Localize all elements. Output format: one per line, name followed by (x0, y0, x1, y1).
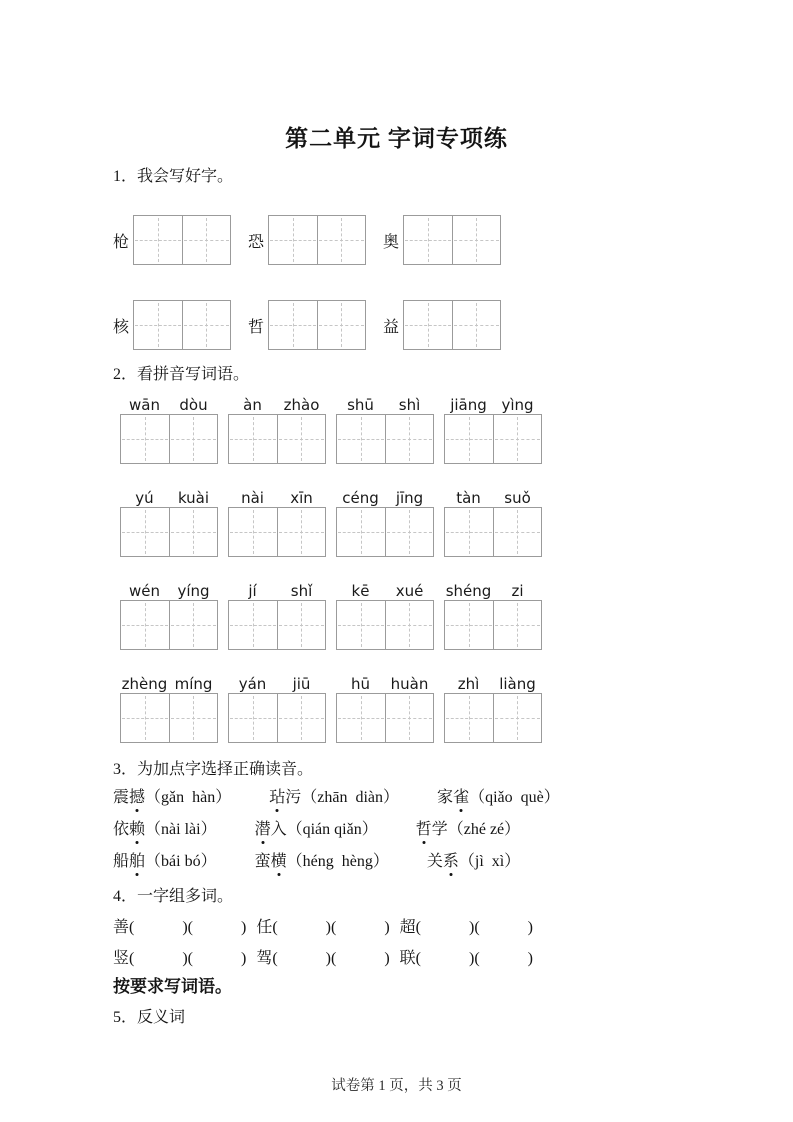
pinyin-syllable: jí (248, 582, 257, 600)
pinyin-syllable: xué (395, 582, 424, 600)
pinyin-labels (336, 583, 434, 599)
writing-grid (228, 507, 326, 557)
pinyin-labels (444, 397, 542, 413)
pinyin-syllable: liàng (499, 675, 536, 693)
writing-grid (444, 693, 542, 743)
pinyin-group (444, 676, 542, 743)
pinyin-choices: （gǎn hàn） (145, 789, 232, 806)
pinyin-syllable: kuài (177, 489, 210, 507)
pinyin-syllable: hū (350, 675, 370, 693)
grid-cell (169, 694, 218, 742)
hanzi-char: 船 (113, 853, 130, 870)
pinyin-syllable: céng (342, 489, 379, 507)
pinyin-group (120, 676, 218, 743)
pinyin-syllable: zhào (283, 396, 320, 414)
pinyin-syllable: jiū (292, 675, 311, 693)
writing-grid (268, 300, 366, 350)
q4-word-blank-lines (113, 919, 680, 968)
writing-grid-row (113, 300, 680, 350)
grid-cell (277, 601, 326, 649)
pinyin-row (120, 676, 680, 743)
writing-grid (120, 507, 218, 557)
pinyin-group (228, 676, 326, 743)
pinyin-row (120, 490, 680, 557)
grid-cell (404, 216, 452, 264)
grid-cell (452, 301, 501, 349)
pinyin-choices: （héng hèng） (286, 853, 389, 870)
pinyin-group (336, 583, 434, 650)
grid-cell (134, 216, 182, 264)
pinyin-syllable: shéng (445, 582, 492, 600)
word-blank-group: 驾( )( ) (256, 950, 390, 967)
pinyin-labels (228, 397, 326, 413)
pinyin-syllable: xīn (290, 489, 313, 507)
page-footer: 试卷第 1 页，共 3 页 (331, 1078, 462, 1094)
pinyin-syllable: wén (128, 582, 160, 600)
character-label: 恐 (248, 233, 265, 251)
grid-cell (493, 694, 542, 742)
grid-cell (404, 301, 452, 349)
pinyin-labels (336, 397, 434, 413)
grid-cell (337, 601, 385, 649)
word-blank-group: 联( )( ) (399, 950, 533, 967)
word-blank-group: 任( )( ) (256, 919, 390, 936)
pronunciation-item (113, 789, 231, 807)
pinyin-choices: （nài lài） (145, 821, 217, 838)
grid-cell (269, 301, 317, 349)
q4-header: 4．一字组多词。 (113, 888, 234, 905)
pinyin-labels (336, 676, 434, 692)
pinyin-syllable: jiāng (450, 396, 487, 414)
pinyin-labels (228, 583, 326, 599)
writing-grid (133, 300, 231, 350)
pinyin-syllable: zhèng (121, 675, 168, 693)
pinyin-choices: （zhé zé） (447, 821, 521, 838)
character-label: 哲 (248, 318, 265, 336)
pinyin-choices: （bái bó） (145, 853, 217, 870)
hanzi-char: 舶 (129, 853, 146, 870)
pinyin-syllable: shì (398, 396, 421, 414)
pinyin-labels (336, 490, 434, 506)
pinyin-syllable: huàn (390, 675, 429, 693)
pinyin-group (336, 397, 434, 464)
hanzi-char: 雀 (453, 789, 470, 806)
pinyin-choices: （qiǎo què） (469, 789, 560, 806)
grid-cell (317, 216, 366, 264)
pinyin-syllable: nài (241, 489, 264, 507)
writing-grid (336, 507, 434, 557)
grid-cell (182, 216, 231, 264)
pronunciation-line (113, 853, 680, 871)
pinyin-group (444, 490, 542, 557)
q5-header: 5．反义词 (113, 1009, 186, 1026)
pinyin-syllable: àn (243, 396, 262, 414)
grid-cell (493, 601, 542, 649)
grid-cell (229, 601, 277, 649)
hanzi-char: 蛮 (254, 853, 271, 870)
pinyin-group (120, 490, 218, 557)
writing-grid (444, 507, 542, 557)
grid-cell (337, 415, 385, 463)
pinyin-labels (444, 676, 542, 692)
writing-grid (336, 414, 434, 464)
pinyin-labels (120, 490, 218, 506)
grid-cell (277, 694, 326, 742)
writing-grid (268, 215, 366, 265)
pinyin-group (444, 397, 542, 464)
pinyin-group (444, 583, 542, 650)
pinyin-syllable: zhì (457, 675, 480, 693)
pinyin-choices: （zhān diàn） (301, 789, 400, 806)
dotted-word (427, 853, 459, 870)
q3-pronunciation-lines (113, 789, 680, 871)
writing-grid (228, 414, 326, 464)
pronunciation-item (255, 821, 378, 839)
writing-grid (336, 693, 434, 743)
grid-cell (452, 216, 501, 264)
pinyin-syllable: jīng (395, 489, 424, 507)
writing-grid (228, 693, 326, 743)
hanzi-char: 系 (442, 853, 459, 870)
word-blanks-line (113, 950, 680, 968)
grid-cell (277, 508, 326, 556)
pronunciation-item (269, 789, 399, 807)
grid-cell (169, 601, 218, 649)
grid-cell (385, 508, 434, 556)
writing-grid (120, 693, 218, 743)
writing-grid-group (113, 300, 231, 350)
writing-grid-group (248, 215, 366, 265)
grid-cell (317, 301, 366, 349)
pinyin-group (228, 397, 326, 464)
grid-cell (121, 601, 169, 649)
pronunciation-item (113, 853, 217, 871)
hanzi-char: 哲 (415, 821, 432, 838)
hanzi-char: 入 (270, 821, 287, 838)
grid-cell (269, 216, 317, 264)
hanzi-char: 家 (437, 789, 454, 806)
hanzi-char: 玷 (269, 789, 286, 806)
q2-pinyin-grid-rows (120, 397, 680, 743)
pinyin-group (228, 490, 326, 557)
dotted-word (255, 853, 287, 870)
grid-cell (385, 694, 434, 742)
pinyin-syllable: yíng (177, 582, 210, 600)
writing-grid-group (383, 215, 501, 265)
writing-grid (403, 215, 501, 265)
pinyin-syllable: míng (174, 675, 213, 693)
dotted-word (416, 821, 448, 838)
grid-cell (385, 415, 434, 463)
grid-cell (385, 601, 434, 649)
grid-cell (229, 694, 277, 742)
grid-cell (229, 415, 277, 463)
pinyin-row (120, 583, 680, 650)
grid-cell (337, 694, 385, 742)
pronunciation-item (437, 789, 560, 807)
hanzi-char: 撼 (129, 789, 146, 806)
pinyin-syllable: suǒ (504, 489, 531, 507)
writing-grid (120, 600, 218, 650)
pinyin-syllable: zi (511, 582, 524, 600)
word-blank-group: 超( )( ) (399, 919, 533, 936)
word-blank-group: 善( )( ) (113, 919, 247, 936)
q1-writing-grid-rows (113, 215, 680, 350)
word-blanks-line (113, 919, 680, 937)
pronunciation-item (113, 821, 217, 839)
pinyin-syllable: yú (135, 489, 154, 507)
dotted-word (113, 789, 145, 806)
hanzi-char: 关 (426, 853, 443, 870)
character-label: 益 (383, 318, 400, 336)
writing-grid (120, 414, 218, 464)
pronunciation-item (255, 853, 389, 871)
dotted-word (113, 821, 145, 838)
grid-cell (445, 415, 493, 463)
grid-cell (445, 601, 493, 649)
pinyin-row (120, 397, 680, 464)
writing-grid (228, 600, 326, 650)
page-title: 第二单元 字词专项练 (285, 126, 508, 151)
hanzi-char: 污 (285, 789, 302, 806)
pronunciation-item (427, 853, 520, 871)
writing-grid-group (383, 300, 501, 350)
pinyin-labels (444, 490, 542, 506)
pinyin-group (336, 676, 434, 743)
pinyin-group (120, 397, 218, 464)
grid-cell (169, 508, 218, 556)
hanzi-char: 横 (270, 853, 287, 870)
grid-cell (121, 415, 169, 463)
dotted-word (269, 789, 301, 806)
pinyin-syllable: yán (238, 675, 267, 693)
q2-header: 2．看拼音写词语。 (113, 366, 250, 383)
writing-grid-group (248, 300, 366, 350)
writing-grid (336, 600, 434, 650)
character-label: 奥 (383, 233, 400, 251)
grid-cell (121, 694, 169, 742)
pronunciation-item (416, 821, 520, 839)
pinyin-syllable: wān (129, 396, 160, 414)
grid-cell (493, 508, 542, 556)
grid-cell (134, 301, 182, 349)
q1-header: 1．我会写好字。 (113, 168, 234, 185)
pinyin-labels (444, 583, 542, 599)
pronunciation-line (113, 789, 680, 807)
character-label: 枪 (113, 233, 130, 251)
hanzi-char: 依 (113, 821, 130, 838)
hanzi-char: 潜 (254, 821, 271, 838)
pinyin-group (120, 583, 218, 650)
grid-cell (445, 508, 493, 556)
worksheet-content (113, 126, 680, 1027)
pinyin-choices: （qián qiǎn） (286, 821, 378, 838)
writing-grid (444, 600, 542, 650)
pinyin-syllable: tàn (456, 489, 481, 507)
grid-cell (182, 301, 231, 349)
grid-cell (277, 415, 326, 463)
pinyin-labels (120, 676, 218, 692)
dotted-word (255, 821, 287, 838)
pinyin-group (336, 490, 434, 557)
grid-cell (445, 694, 493, 742)
pinyin-labels (228, 676, 326, 692)
hanzi-char: 赖 (129, 821, 146, 838)
pinyin-syllable: kē (351, 582, 370, 600)
pinyin-syllable: yìng (501, 396, 534, 414)
pronunciation-line (113, 821, 680, 839)
dotted-word (113, 853, 145, 870)
write-words-heading: 按要求写词语。 (113, 977, 232, 996)
q3-header: 3．为加点字选择正确读音。 (113, 761, 314, 778)
writing-grid (403, 300, 501, 350)
writing-grid-group (113, 215, 231, 265)
pinyin-syllable: shǐ (290, 582, 313, 600)
pinyin-syllable: shū (347, 396, 374, 414)
writing-grid (444, 414, 542, 464)
grid-cell (169, 415, 218, 463)
grid-cell (121, 508, 169, 556)
pinyin-labels (120, 397, 218, 413)
word-blank-group: 竖( )( ) (113, 950, 247, 967)
grid-cell (229, 508, 277, 556)
pinyin-syllable: dòu (179, 396, 208, 414)
writing-grid-row (113, 215, 680, 265)
grid-cell (493, 415, 542, 463)
hanzi-char: 学 (431, 821, 448, 838)
hanzi-char: 震 (113, 789, 130, 806)
pinyin-group (228, 583, 326, 650)
character-label: 核 (113, 318, 130, 336)
writing-grid (133, 215, 231, 265)
pinyin-choices: （jì xì） (458, 853, 521, 870)
grid-cell (337, 508, 385, 556)
dotted-word (437, 789, 469, 806)
pinyin-labels (120, 583, 218, 599)
pinyin-labels (228, 490, 326, 506)
